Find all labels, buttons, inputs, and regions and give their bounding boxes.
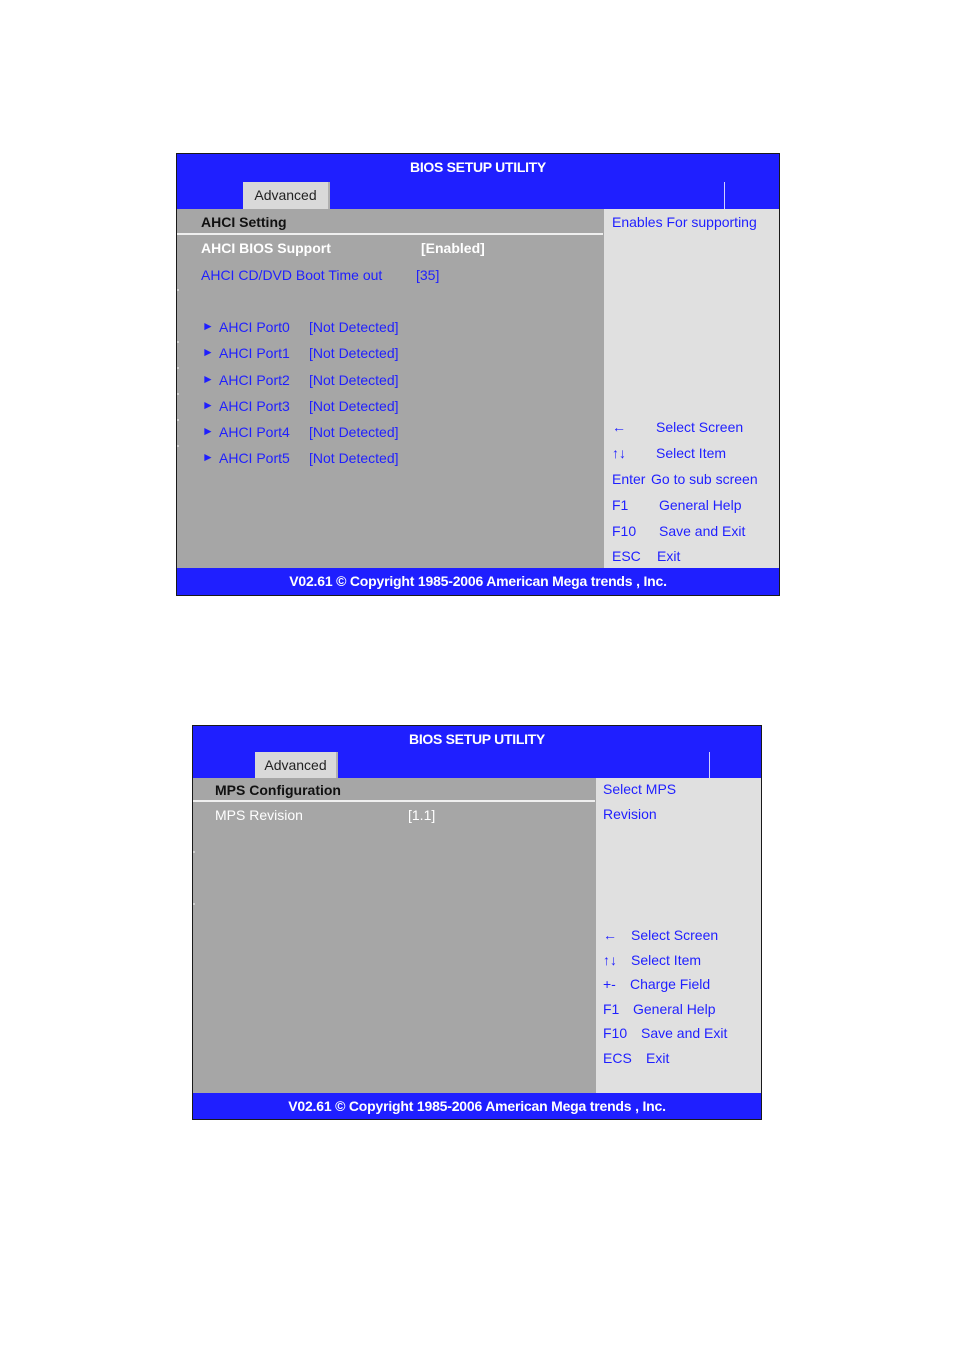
bios-screen-mps xyxy=(192,725,762,1120)
tab-advanced[interactable]: Advanced xyxy=(255,752,338,778)
ahci-port3-value[interactable]: [Not Detected] xyxy=(309,398,399,414)
panel-edge-mark xyxy=(177,393,179,395)
section-title: AHCI Setting xyxy=(177,209,603,235)
settings-panel xyxy=(193,778,595,1094)
help-text-line1: Select MPS xyxy=(603,781,677,797)
help-panel xyxy=(604,209,779,568)
key-f1: F1 xyxy=(612,497,629,513)
left-arrow-icon: ← xyxy=(612,419,626,435)
key-desc-general-help: General Help xyxy=(633,1001,716,1017)
copyright-footer: V02.61 © Copyright 1985-2006 American Mega trends , Inc. xyxy=(177,568,779,595)
port-arrow-icon: ► xyxy=(202,450,214,464)
port-arrow-icon: ► xyxy=(202,398,214,412)
key-desc-general-help: General Help xyxy=(659,497,742,513)
key-desc-select-item: Select Item xyxy=(631,952,702,968)
bios-title: BIOS SETUP UTILITY xyxy=(409,731,545,747)
key-desc-save-and-exit: Save and Exit xyxy=(659,523,746,539)
port-arrow-icon: ► xyxy=(202,372,214,386)
ahci-port2-value[interactable]: [Not Detected] xyxy=(309,372,399,388)
panel-edge-mark xyxy=(193,903,195,905)
ahci-port5-value[interactable]: [Not Detected] xyxy=(309,450,399,466)
ahci-port3-label[interactable]: AHCI Port3 xyxy=(219,398,290,414)
panel-edge-mark xyxy=(193,851,195,853)
help-text: Enables For supporting xyxy=(612,214,757,230)
ahci-bios-support-value[interactable]: [Enabled] xyxy=(421,240,485,256)
bios-screen-ahci xyxy=(176,153,780,596)
section-title: MPS Configuration xyxy=(193,778,595,802)
port-arrow-icon: ► xyxy=(202,345,214,359)
ahci-port1-label[interactable]: AHCI Port1 xyxy=(219,345,290,361)
ahci-port0-value[interactable]: [Not Detected] xyxy=(309,319,399,335)
panel-edge-mark xyxy=(177,367,179,369)
key-desc-exit: Exit xyxy=(646,1050,670,1066)
key-desc-exit: Exit xyxy=(657,548,681,564)
key-ecs: ECS xyxy=(603,1050,632,1066)
help-panel xyxy=(596,778,761,1094)
mps-revision-label[interactable]: MPS Revision xyxy=(215,807,303,823)
title-divider xyxy=(724,182,725,209)
ahci-cddvd-timeout-label[interactable]: AHCI CD/DVD Boot Time out xyxy=(201,267,383,283)
key-desc-select-item: Select Item xyxy=(656,445,727,461)
port-arrow-icon: ► xyxy=(202,424,214,438)
panel-edge-mark xyxy=(177,445,179,447)
ahci-port1-value[interactable]: [Not Detected] xyxy=(309,345,399,361)
panel-edge-mark xyxy=(177,341,179,343)
key-desc-save-and-exit: Save and Exit xyxy=(641,1025,728,1041)
tab-advanced[interactable]: Advanced xyxy=(243,182,330,209)
left-arrow-icon: ← xyxy=(603,927,617,943)
bios-title: BIOS SETUP UTILITY xyxy=(410,159,546,175)
ahci-cddvd-timeout-value[interactable]: [35] xyxy=(416,267,440,283)
ahci-port5-label[interactable]: AHCI Port5 xyxy=(219,450,290,466)
key-enter: Enter xyxy=(612,471,646,487)
key-f10: F10 xyxy=(603,1025,628,1041)
key-plus-minus: +- xyxy=(603,976,616,992)
key-desc-go-to-sub-screen: Go to sub screen xyxy=(651,471,758,487)
ahci-port2-label[interactable]: AHCI Port2 xyxy=(219,372,290,388)
copyright-footer: V02.61 © Copyright 1985-2006 American Mega trends , Inc. xyxy=(193,1093,761,1119)
ahci-bios-support-label[interactable]: AHCI BIOS Support xyxy=(201,240,331,256)
title-divider xyxy=(709,752,710,778)
key-f1: F1 xyxy=(603,1001,620,1017)
up-down-arrow-icon: ↑↓ xyxy=(603,952,617,968)
help-text-line2: Revision xyxy=(603,806,657,822)
key-desc-select-screen: Select Screen xyxy=(631,927,719,943)
panel-edge-mark xyxy=(177,289,179,291)
key-desc-select-screen: Select Screen xyxy=(656,419,744,435)
ahci-port0-label[interactable]: AHCI Port0 xyxy=(219,319,290,335)
settings-panel xyxy=(177,209,603,568)
up-down-arrow-icon: ↑↓ xyxy=(612,445,626,461)
ahci-port4-label[interactable]: AHCI Port4 xyxy=(219,424,290,440)
ahci-port4-value[interactable]: [Not Detected] xyxy=(309,424,399,440)
key-desc-charge-field: Charge Field xyxy=(630,976,711,992)
panel-edge-mark xyxy=(177,419,179,421)
key-esc: ESC xyxy=(612,548,641,564)
port-arrow-icon: ► xyxy=(202,319,214,333)
key-f10: F10 xyxy=(612,523,637,539)
mps-revision-value[interactable]: [1.1] xyxy=(408,807,436,823)
